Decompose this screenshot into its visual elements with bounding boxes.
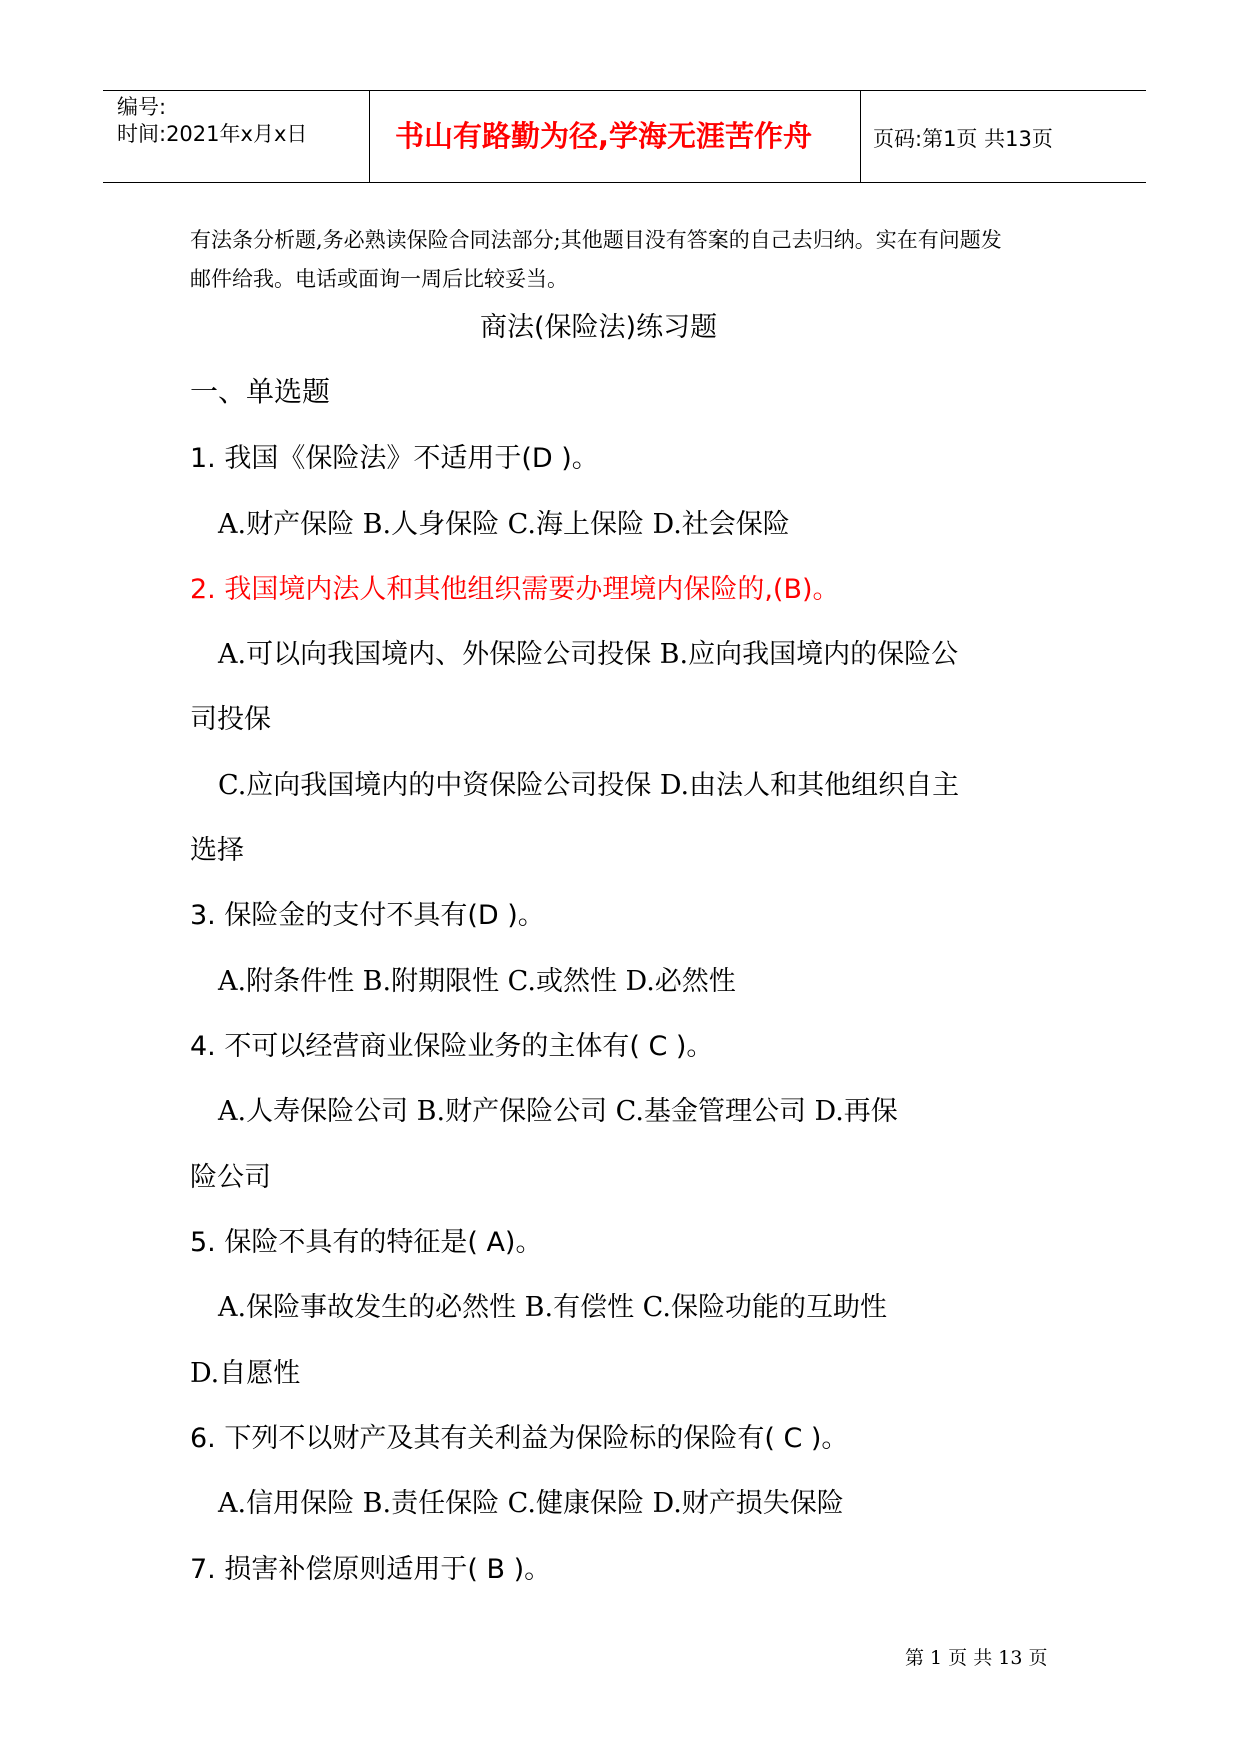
question-4-options-line-1: A.人寿保险公司 B.财产保险公司 C.基金管理公司 D.再保 xyxy=(218,1096,898,1127)
question-6: 6. 下列不以财产及其有关利益为保险标的保险有( C )。 xyxy=(190,1423,849,1454)
question-5-options-line-2: D.自愿性 xyxy=(190,1358,301,1389)
header-divider-left xyxy=(369,90,370,182)
question-3-options: A.附条件性 B.附期限性 C.或然性 D.必然性 xyxy=(218,966,736,997)
question-2: 2. 我国境内法人和其他组织需要办理境内保险的,(B)。 xyxy=(190,574,840,605)
question-5: 5. 保险不具有的特征是( A)。 xyxy=(190,1227,543,1258)
question-4-options-line-2: 险公司 xyxy=(190,1162,271,1193)
question-2-options-line-1: A.可以向我国境内、外保险公司投保 B.应向我国境内的保险公 xyxy=(218,639,959,670)
header-page-label: 页码:第1页 共13页 xyxy=(873,127,1053,151)
document-title: 商法(保险法)练习题 xyxy=(480,312,718,343)
document-number-label: 编号: xyxy=(117,95,167,119)
header-bottom-rule xyxy=(103,182,1146,183)
question-2-options-line-3: C.应向我国境内的中资保险公司投保 D.由法人和其他组织自主 xyxy=(218,770,960,801)
question-5-options-line-1: A.保险事故发生的必然性 B.有偿性 C.保险功能的互助性 xyxy=(218,1292,887,1323)
question-4: 4. 不可以经营商业保险业务的主体有( C )。 xyxy=(190,1031,714,1062)
question-2-options-line-2: 司投保 xyxy=(190,704,271,735)
section-heading: 一、单选题 xyxy=(190,375,331,408)
question-6-options: A.信用保险 B.责任保险 C.健康保险 D.财产损失保险 xyxy=(218,1488,844,1519)
question-3: 3. 保险金的支付不具有(D )。 xyxy=(190,900,545,931)
page-footer: 第 1 页 共 13 页 xyxy=(905,1647,1048,1669)
header-motto: 书山有路勤为径,学海无涯苦作舟 xyxy=(395,119,813,153)
header-divider-right xyxy=(860,90,861,182)
question-2-options-line-4: 选择 xyxy=(190,835,244,866)
header-top-rule xyxy=(103,90,1146,91)
document-time-label: 时间:2021年x月x日 xyxy=(117,122,308,146)
question-7: 7. 损害补偿原则适用于( B )。 xyxy=(190,1554,552,1585)
intro-line-2: 邮件给我。电话或面询一周后比较妥当。 xyxy=(190,267,568,291)
intro-line-1: 有法条分析题,务必熟读保险合同法部分;其他题目没有答案的自己去归纳。实在有问题发 xyxy=(190,228,1002,252)
question-1-options: A.财产保险 B.人身保险 C.海上保险 D.社会保险 xyxy=(218,509,790,540)
question-1: 1. 我国《保险法》不适用于(D )。 xyxy=(190,443,599,474)
